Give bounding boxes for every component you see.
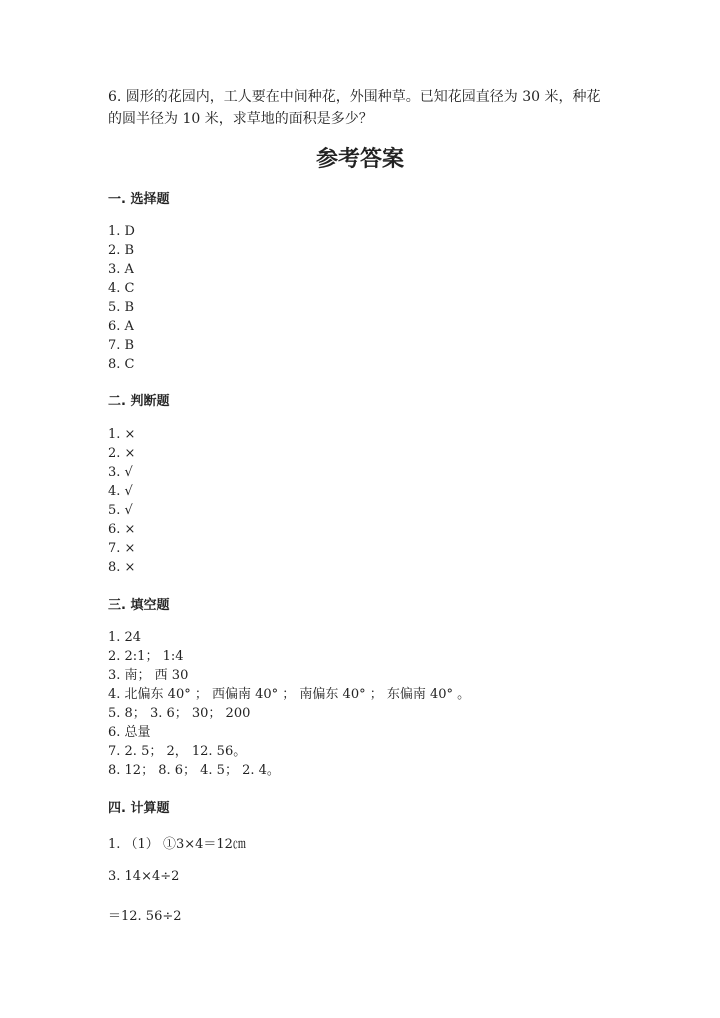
list-item: 3. A — [108, 262, 134, 277]
list-item: 2. B — [108, 243, 135, 258]
list-item: 6. A — [108, 319, 134, 334]
question-6-line-1: 6. 圆形的花园内，工人要在中间种花，外围种草。已知花园直径为 30 米，种花 — [108, 89, 601, 105]
list-item: 8. × — [108, 560, 136, 575]
section-heading-calculation: 四. 计算题 — [108, 801, 170, 816]
calculation-line-2: 3. 14×4÷2 — [108, 869, 180, 884]
question-6 — [108, 86, 628, 130]
list-item: 5. B — [108, 300, 135, 315]
list-item: 8. 12； 8. 6； 4. 5； 2. 4。 — [108, 763, 280, 778]
section-heading-judgement: 二. 判断题 — [108, 394, 170, 409]
list-item: 5. √ — [108, 503, 133, 518]
page-title: 参考答案 — [315, 147, 404, 172]
calculation-line-1: 1. （1） ①3×4＝12㎝ — [108, 837, 246, 852]
list-item: 3. √ — [108, 465, 133, 480]
list-item: 6. × — [108, 522, 136, 537]
list-item: 7. B — [108, 338, 135, 353]
fill-in-answers-list — [108, 628, 470, 780]
list-item: 6. 总量 — [108, 725, 151, 740]
list-item: 1. D — [108, 224, 135, 239]
list-item: 2. 2:1； 1:4 — [108, 649, 184, 664]
question-6-line-2: 的圆半径为 10 米，求草地的面积是多少？ — [108, 111, 373, 127]
list-item: 1. × — [108, 427, 136, 442]
list-item: 7. 2. 5； 2， 12. 56。 — [108, 744, 247, 759]
list-item: 1. 24 — [108, 630, 142, 645]
list-item: 4. 北偏东 40° ； 西偏南 40° ； 南偏东 40° ； 东偏南 40° 。 — [108, 687, 471, 702]
list-item: 4. √ — [108, 484, 133, 499]
list-item: 2. × — [108, 446, 136, 461]
list-item: 3. 南； 西 30 — [108, 668, 189, 683]
judgement-answers-list — [108, 425, 135, 577]
list-item: 4. C — [108, 281, 135, 296]
section-heading-choice: 一. 选择题 — [108, 192, 170, 207]
choice-answers-list — [108, 222, 135, 374]
section-heading-fill-in: 三. 填空题 — [108, 598, 170, 613]
list-item: 7. × — [108, 541, 136, 556]
calculation-line-3: ＝12. 56÷2 — [108, 909, 182, 924]
list-item: 8. C — [108, 357, 135, 372]
list-item: 5. 8； 3. 6； 30； 200 — [108, 706, 251, 721]
